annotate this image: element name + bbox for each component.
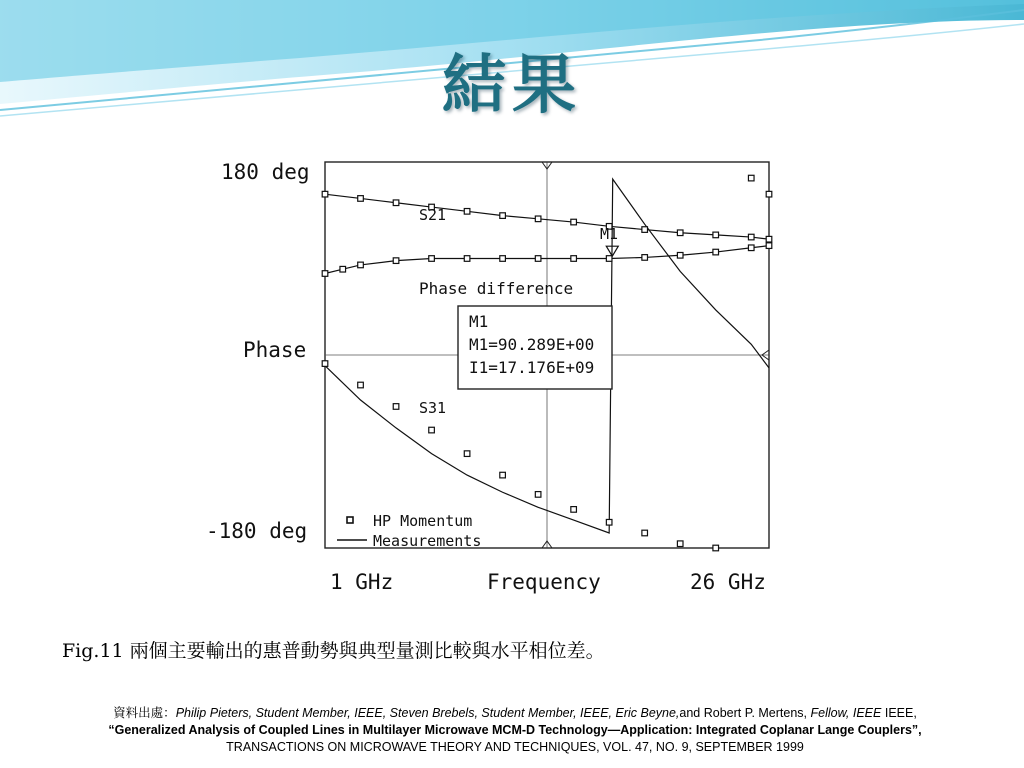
y-axis-label: Phase bbox=[243, 338, 307, 362]
series-label-phase-difference: Phase difference bbox=[419, 279, 574, 298]
series-3-point-6 bbox=[535, 492, 541, 498]
series-3-point-1 bbox=[358, 382, 364, 388]
citation-journal-line: TRANSACTIONS ON MICROWAVE THEORY AND TECHNIQUES, VOL. 47, NO. 9, SEPTEMBER 1999 bbox=[226, 740, 804, 754]
citation-authors: Philip Pieters, Student Member, IEEE, Steven Brebels, Student Member, IEEE, Eric Beyne, bbox=[175, 706, 680, 720]
series-0-point-4 bbox=[464, 209, 470, 215]
series-0-point-0 bbox=[322, 191, 328, 197]
series-1-point-2 bbox=[358, 262, 364, 268]
series-0-point-10 bbox=[677, 230, 683, 236]
series-3-point-13 bbox=[766, 191, 772, 197]
series-0-point-13 bbox=[766, 236, 772, 242]
series-3-point-4 bbox=[464, 451, 470, 457]
x-axis-label: Frequency bbox=[487, 570, 601, 594]
series-1-point-1 bbox=[340, 266, 346, 272]
series-3-point-2 bbox=[393, 404, 399, 410]
series-0-point-2 bbox=[393, 200, 399, 206]
series-0-point-12 bbox=[748, 234, 754, 240]
y-tick-label-top: 180 deg bbox=[221, 160, 310, 184]
series-3-point-0 bbox=[322, 361, 328, 367]
citation-paper-title: “Generalized Analysis of Coupled Lines in Multilayer Microwave MCM-D Technology—Application: Integrated Coplanar Lange Couplers”, bbox=[108, 723, 922, 737]
readout-marker-freq: I1=17.176E+09 bbox=[469, 358, 595, 377]
series-3-point-9 bbox=[642, 530, 648, 536]
slide-title: 結果 bbox=[442, 48, 582, 123]
x-tick-label-right: 26 GHz bbox=[690, 570, 766, 594]
series-0-point-7 bbox=[571, 219, 577, 225]
series-3-point-5 bbox=[500, 472, 506, 478]
citation-ieee: IEEE, bbox=[881, 706, 917, 720]
series-3-point-10 bbox=[677, 541, 683, 547]
legend-momentum-label: HP Momentum bbox=[373, 512, 473, 530]
series-3-point-3 bbox=[429, 427, 435, 433]
series-1-point-10 bbox=[642, 255, 648, 261]
x-tick-label-left: 1 GHz bbox=[330, 570, 394, 594]
series-1-point-13 bbox=[748, 245, 754, 251]
y-tick-label-bottom: -180 deg bbox=[206, 519, 308, 543]
series-1-point-5 bbox=[464, 256, 470, 262]
series-3-point-12 bbox=[748, 175, 754, 181]
series-0-point-1 bbox=[358, 196, 364, 202]
citation-prefix: 資料出處： bbox=[113, 706, 176, 720]
series-label-s31: S31 bbox=[419, 399, 447, 417]
legend-measurements-label: Measurements bbox=[373, 532, 482, 550]
series-1-point-14 bbox=[766, 243, 772, 249]
figure bbox=[173, 141, 815, 606]
citation-authors-line bbox=[30, 705, 1000, 722]
series-3-point-11 bbox=[713, 545, 719, 551]
readout-marker-name: M1 bbox=[469, 312, 489, 331]
citation-authors-plain: and Robert P. Mertens, bbox=[679, 706, 811, 720]
series-3-point-8 bbox=[606, 519, 612, 525]
series-0-point-11 bbox=[713, 232, 719, 238]
series-1-point-12 bbox=[713, 249, 719, 255]
legend-momentum-swatch bbox=[347, 517, 353, 523]
series-1-point-0 bbox=[322, 271, 328, 277]
readout-marker-value: M1=90.289E+00 bbox=[469, 335, 595, 354]
series-label-s21: S21 bbox=[419, 206, 447, 224]
marker-m1-label: M1 bbox=[600, 225, 619, 243]
series-1-point-7 bbox=[535, 256, 541, 262]
series-0-point-9 bbox=[642, 227, 648, 233]
citation-fellow: Fellow, IEEE bbox=[810, 706, 882, 720]
series-1-point-4 bbox=[429, 256, 435, 262]
series-1-point-11 bbox=[677, 252, 683, 258]
series-1-point-8 bbox=[571, 256, 577, 262]
series-0-point-6 bbox=[535, 216, 541, 222]
series-1-point-3 bbox=[393, 258, 399, 264]
citation bbox=[30, 705, 1000, 756]
citation-title-line bbox=[30, 722, 1000, 739]
figure-caption: Fig.11 兩個主要輸出的惠普動勢與典型量測比較與水平相位差。 bbox=[62, 640, 605, 662]
series-1-point-9 bbox=[606, 256, 612, 262]
phase-chart bbox=[173, 141, 815, 606]
series-0-point-5 bbox=[500, 213, 506, 219]
series-3-point-7 bbox=[571, 507, 577, 513]
series-1-point-6 bbox=[500, 256, 506, 262]
